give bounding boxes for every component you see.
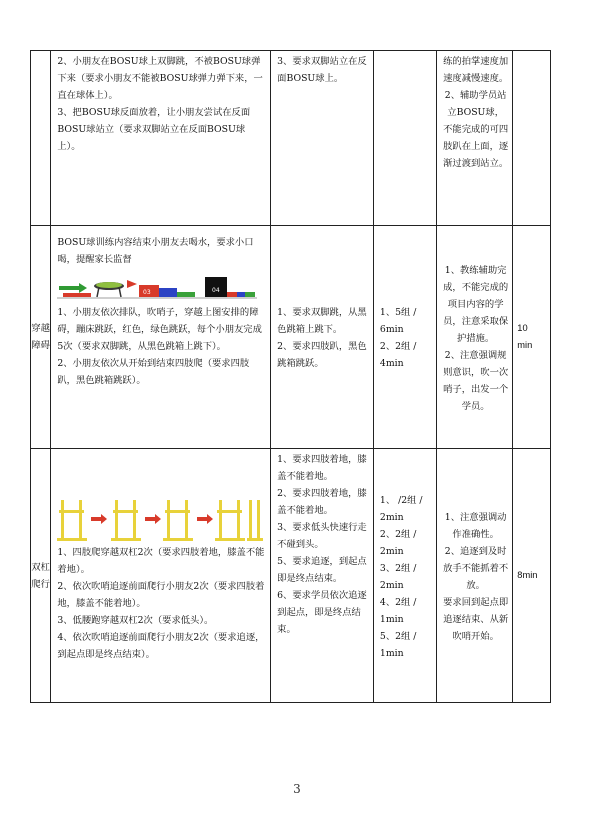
parallel-bar-pair	[111, 500, 141, 541]
guidance-item: 2、辅助学员站立BOSU球，不能完成的可四肢趴在上面，逐渐过渡到站立。	[443, 90, 509, 169]
floor-line	[57, 297, 257, 299]
requirement-item: 3、要求双脚站立在反面BOSU球上。	[277, 56, 367, 84]
table-row-parallel-bars	[31, 449, 551, 703]
sets-cell	[373, 51, 436, 226]
table-row-bosu	[31, 51, 551, 226]
lesson-plan-table	[30, 50, 551, 703]
sets-item: 2、2组 / 4min	[379, 341, 417, 369]
guidance-item: 2、追逐到及时放手不能抓着不放。	[443, 545, 509, 591]
requirement-cell	[271, 226, 374, 449]
end-mat-blue	[237, 292, 245, 297]
content-item: 1、小朋友依次排队，吹哨子，穿越上图安排的障碍，蹦床跳跃，红色，绿色跳跃，每个小朋友完成5次（要求双脚跳，从黑色跳箱上跳下）。	[57, 307, 262, 352]
sets-item: 3、2组 / 2min	[379, 562, 417, 591]
requirement-item: 2、要求四肢着地，膝盖不能着地。	[277, 488, 367, 516]
sets-item: 1、5组 / 6min	[379, 307, 417, 335]
content-item: 2、小朋友依次从开始到结束四肢爬（要求四肢趴，黑色跳箱跳跃）。	[57, 358, 250, 386]
content-item: 3、把BOSU球反面放着，让小朋友尝试在反面BOSU球站立（要求双脚站立在反面BOSU球上）。	[57, 107, 251, 152]
content-cell	[51, 226, 271, 449]
start-mat	[63, 293, 91, 297]
requirement-item: 5、要求追逐，到起点即是终点结束。	[277, 556, 367, 584]
guidance-cell	[436, 449, 512, 703]
requirement-item: 3、要求低头快速行走不碰到头。	[277, 522, 367, 550]
time-cell	[513, 51, 551, 226]
guidance-item: 1、教练辅助完成，不能完成的项目内容的学员，注意采取保护措施。	[443, 264, 509, 344]
guidance-cell	[436, 51, 512, 226]
sets-item: 2、2组 / 2min	[379, 528, 417, 557]
content-intro: BOSU球训练内容结束小朋友去喝水，要求小口喝，提醒家长监督	[57, 237, 254, 265]
end-mat-red	[227, 292, 237, 297]
content-cell	[51, 51, 271, 226]
table-row-obstacle	[31, 226, 551, 449]
requirement-item: 6、要求学员依次追逐到起点，即是终点结束。	[277, 590, 367, 635]
requirement-item: 2、要求四肢趴，黑色跳箱跳跃。	[277, 341, 367, 369]
time-cell: 8min	[513, 449, 551, 703]
sets-item: 4、2组 / 1min	[379, 596, 417, 625]
content-item: 2、依次吹哨追逐前面爬行小朋友2次（要求四肢着地，膝盖不能着地）。	[57, 581, 265, 609]
arrow-icon	[197, 514, 213, 524]
requirement-item: 1、要求四肢着地，膝盖不能着地。	[277, 454, 367, 482]
guidance-item: 2、注意强调规则意识，吹一次哨子，出发一个学员。	[443, 349, 509, 412]
arrow-icon	[127, 280, 137, 288]
guidance-item: 1、注意强调动作准确性。	[444, 511, 507, 540]
content-item: 4、依次吹哨追逐前面爬行小朋友2次（要求追逐，到起点即是终点结束）。	[57, 632, 265, 660]
box-label: 04	[212, 287, 220, 294]
content-cell	[51, 449, 271, 703]
section-name: 穿越障碍	[31, 226, 51, 449]
content-item: 3、低腰跑穿越双杠2次（要求低头）。	[57, 615, 214, 626]
requirement-cell	[271, 449, 374, 703]
box-label: 03	[143, 289, 151, 296]
time-cell: 10 min	[513, 226, 551, 449]
section-name: 双杠爬行	[31, 449, 51, 703]
guidance-cell	[436, 226, 512, 449]
blue-box	[159, 288, 177, 297]
sets-item: 1、 /2组 / 2min	[379, 494, 423, 523]
arrow-icon	[145, 514, 161, 524]
content-item: 1、四肢爬穿越双杠2次（要求四肢着地，膝盖不能着地）。	[57, 547, 265, 575]
end-mat-green	[245, 292, 255, 297]
sets-cell	[373, 226, 436, 449]
obstacle-course-figure	[57, 272, 257, 302]
green-box	[177, 292, 195, 297]
guidance-item: 要求回到起点即追逐结束、从新吹哨开始。	[443, 596, 509, 642]
sets-cell	[373, 449, 436, 703]
parallel-bar-pair	[163, 500, 193, 541]
arrow-icon	[59, 283, 87, 293]
section-name	[31, 51, 51, 226]
content-item: 2、小朋友在BOSU球上双脚跳，不被BOSU球弹下来（要求小朋友不能被BOSU球弹力弹下来，一直在球体上）。	[57, 56, 263, 101]
parallel-bar-pair	[215, 500, 245, 541]
arrow-icon	[91, 514, 107, 524]
parallel-bar-pair	[247, 500, 263, 541]
requirement-item: 1、要求双脚跳，从黑色跳箱上跳下。	[277, 307, 367, 335]
requirement-cell	[271, 51, 374, 226]
guidance-item: 练的拍掌速度加速度减慢速度。	[443, 56, 509, 84]
parallel-bars-figure	[57, 494, 263, 542]
sets-item: 5、2组 / 1min	[379, 630, 417, 659]
parallel-bar-pair	[57, 500, 87, 541]
page-number: 3	[293, 782, 301, 796]
